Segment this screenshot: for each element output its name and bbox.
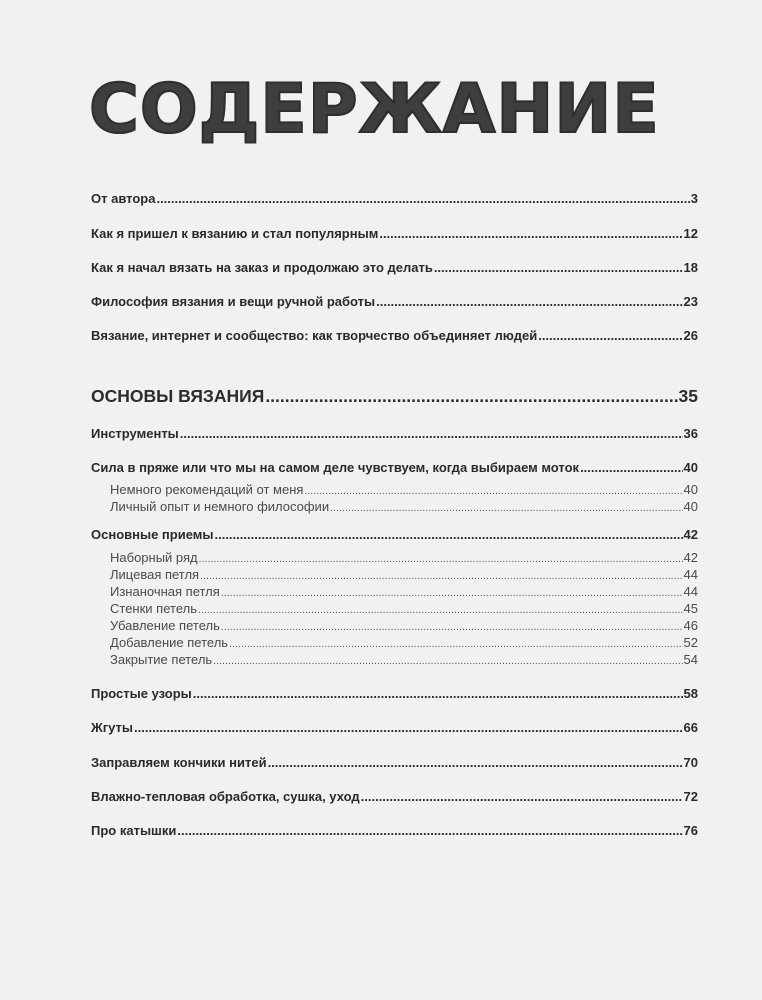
toc-entry[interactable] — [91, 191, 698, 206]
toc-section-page: 35 — [678, 386, 698, 406]
toc-entry-page: 36 — [683, 426, 698, 441]
toc-entry-page: 26 — [683, 328, 698, 343]
dot-leader — [580, 460, 682, 475]
toc-subentry-page: 46 — [683, 618, 698, 633]
toc-entry[interactable] — [91, 426, 698, 441]
dot-leader — [229, 635, 682, 650]
toc-subentry-page: 52 — [683, 635, 698, 650]
toc-entry-label: Жгуты — [91, 720, 134, 735]
dot-leader — [198, 601, 683, 616]
toc-entry-label: Заправляем кончики нитей — [91, 755, 267, 770]
toc-subentry[interactable] — [110, 499, 698, 514]
toc-subentry[interactable] — [110, 635, 698, 650]
toc-entry-label: Как я пришел к вязанию и стал популярным — [91, 226, 379, 241]
toc-entry-page: 72 — [683, 789, 698, 804]
toc-subentry-page: 54 — [683, 652, 698, 667]
dot-leader — [265, 386, 677, 407]
toc-subentry-label: Наборный ряд — [110, 550, 198, 565]
toc-entry-label: Основные приемы — [91, 527, 214, 542]
toc-entry-page: 18 — [683, 260, 698, 275]
toc-entry[interactable] — [91, 260, 698, 275]
dot-leader — [180, 426, 683, 441]
dot-leader — [361, 789, 683, 804]
toc-entry-page: 40 — [683, 460, 698, 475]
toc-section-heading[interactable] — [91, 386, 698, 407]
dot-leader — [376, 294, 682, 309]
toc-subentry-label: Немного рекомендаций от меня — [110, 482, 304, 497]
toc-entry-page: 76 — [683, 823, 698, 838]
toc-entry-page: 12 — [683, 226, 698, 241]
toc-entry[interactable] — [91, 789, 698, 804]
toc-entry[interactable] — [91, 823, 698, 838]
toc-subentry-page: 44 — [683, 567, 698, 582]
toc-subentry[interactable] — [110, 652, 698, 667]
toc-subentry[interactable] — [110, 601, 698, 616]
toc-entry-label: Инструменты — [91, 426, 179, 441]
page-title: СОДЕРЖАНИЕ — [89, 70, 660, 149]
toc-entry-page: 23 — [683, 294, 698, 309]
dot-leader — [200, 567, 682, 582]
toc-subentry[interactable] — [110, 618, 698, 633]
dot-leader — [177, 823, 682, 838]
dot-leader — [199, 550, 683, 565]
toc-subentry-label: Изнаночная петля — [110, 584, 220, 599]
dot-leader — [379, 226, 682, 241]
toc-subentry-label: Убавление петель — [110, 618, 220, 633]
dot-leader — [330, 499, 682, 514]
toc-subentry-page: 40 — [683, 482, 698, 497]
dot-leader — [156, 191, 689, 206]
toc-entry-label: Сила в пряже или что мы на самом деле чувствуем, когда выбираем моток — [91, 460, 580, 475]
toc-entry-label: Философия вязания и вещи ручной работы — [91, 294, 376, 309]
toc-entry[interactable] — [91, 460, 698, 475]
toc-subentry-label: Закрытие петель — [110, 652, 213, 667]
dot-leader — [221, 584, 683, 599]
toc-entry[interactable] — [91, 294, 698, 309]
toc-subentry-label: Добавление петель — [110, 635, 229, 650]
toc-entry-label: Влажно-тепловая обработка, сушка, уход — [91, 789, 360, 804]
toc-subentry-label: Лицевая петля — [110, 567, 200, 582]
dot-leader — [304, 482, 682, 497]
toc-entry-label: От автора — [91, 191, 156, 206]
toc-entry[interactable] — [91, 226, 698, 241]
toc-entry-page: 3 — [690, 191, 698, 206]
toc-subentry[interactable] — [110, 550, 698, 565]
dot-leader — [268, 755, 683, 770]
toc-entry[interactable] — [91, 527, 698, 542]
dot-leader — [134, 720, 683, 735]
toc-section-label: ОСНОВЫ ВЯЗАНИЯ — [91, 386, 265, 406]
toc-entry-label: Простые узоры — [91, 686, 192, 701]
toc-entry[interactable] — [91, 686, 698, 701]
dot-leader — [213, 652, 682, 667]
dot-leader — [193, 686, 683, 701]
toc-entry[interactable] — [91, 328, 698, 343]
dot-leader — [434, 260, 683, 275]
toc-entry-page: 70 — [683, 755, 698, 770]
toc-entry-page: 42 — [683, 527, 698, 542]
toc-entry-label: Про катышки — [91, 823, 177, 838]
toc-subentry[interactable] — [110, 567, 698, 582]
dot-leader — [221, 618, 683, 633]
toc-subentry-page: 40 — [683, 499, 698, 514]
dot-leader — [214, 527, 682, 542]
toc-entry-page: 58 — [683, 686, 698, 701]
toc-entry[interactable] — [91, 755, 698, 770]
toc-entry-label: Вязание, интернет и сообщество: как творчество объединяет людей — [91, 328, 538, 343]
toc-entry[interactable] — [91, 720, 698, 735]
toc-subentry-label: Личный опыт и немного философии — [110, 499, 330, 514]
toc-subentry-page: 45 — [683, 601, 698, 616]
toc-subentry[interactable] — [110, 482, 698, 497]
toc-entry-label: Как я начал вязать на заказ и продолжаю это делать — [91, 260, 433, 275]
toc-entry-page: 66 — [683, 720, 698, 735]
toc-subentry-page: 44 — [683, 584, 698, 599]
dot-leader — [538, 328, 682, 343]
toc-subentry[interactable] — [110, 584, 698, 599]
toc-subentry-label: Стенки петель — [110, 601, 197, 616]
toc-subentry-page: 42 — [683, 550, 698, 565]
